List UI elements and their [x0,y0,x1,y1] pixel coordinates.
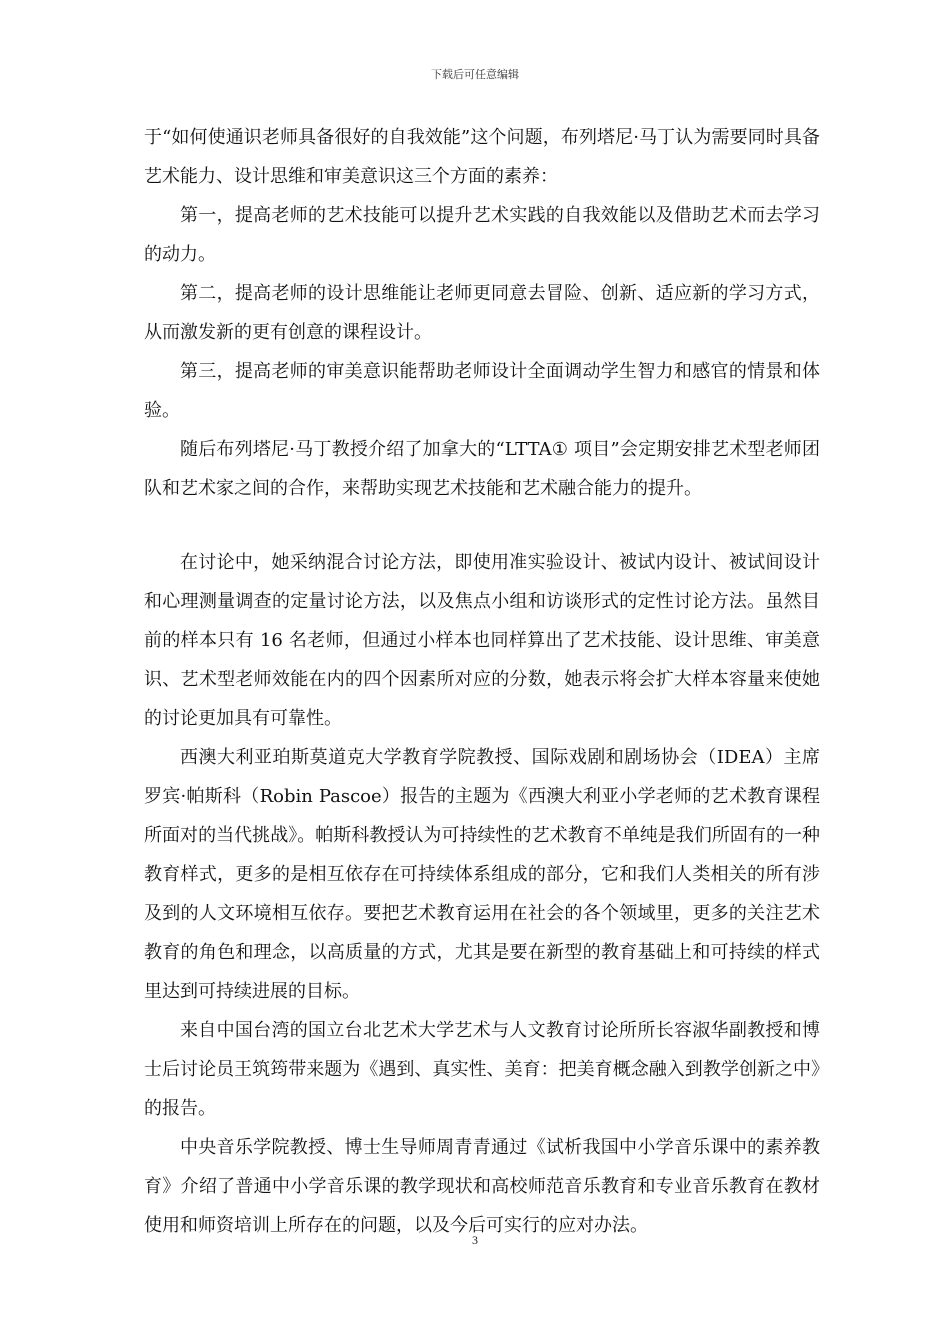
paragraph-2: 第一，提高老师的艺术技能可以提升艺术实践的自我效能以及借助艺术而去学习的动力。 [144,205,820,265]
paragraph-5: 随后布列塔尼·马丁教授介绍了加拿大的“LTTA① 项目”会定期安排艺术型老师团队和艺术家之间的合作，来帮助实现艺术技能和艺术融合能力的提升。 [144,439,820,499]
body-text [144,118,820,1245]
page-header: 下载后可任意编辑 [431,68,519,81]
paragraph-1: 于“如何使通识老师具备很好的自我效能”这个问题，布列塔尼·马丁认为需要同时具备艺术能力、设计思维和审美意识这三个方面的素养： [144,127,820,187]
paragraph-4: 第三，提高老师的审美意识能帮助老师设计全面调动学生智力和感官的情景和体验。 [144,361,820,421]
paragraph-9: 中央音乐学院教授、博士生导师周青青通过《试析我国中小学音乐课中的素养教育》介绍了普通中小学音乐课的教学现状和高校师范音乐教育和专业音乐教育在教材使用和师资培训上所存在的问题，以及今后可实行的应对办法。 [144,1137,820,1236]
paragraph-7: 西澳大利亚珀斯莫道克大学教育学院教授、国际戏剧和剧场协会（IDEA）主席罗宾·帕斯科（Robin Pascoe）报告的主题为《西澳大利亚小学老师的艺术教育课程所面对的当代挑战》。帕斯科教授认为可持续性的艺术教育不单纯是我们所固有的一种教育样式，更多的是相互依存在可持续体系组成的部分，它和我们人类相关的所有涉及到的人文环境相互依存。要把艺术教育运用在社会的各个领域里，更多的关注艺术教育的角色和理念，以高质量的方式，尤其是要在新型的教育基础上和可持续的样式里达到可持续进展的目标。 [144,747,820,1002]
paragraph-3: 第二，提高老师的设计思维能让老师更同意去冒险、创新、适应新的学习方式，从而激发新的更有创意的课程设计。 [144,283,820,343]
page-number: 3 [472,1233,478,1247]
section-gap [144,508,820,543]
paragraph-8: 来自中国台湾的国立台北艺术大学艺术与人文教育讨论所所长容淑华副教授和博士后讨论员王筑筠带来题为《遇到、真实性、美育：把美育概念融入到教学创新之中》的报告。 [144,1020,820,1119]
paragraph-6: 在讨论中，她采纳混合讨论方法，即使用准实验设计、被试内设计、被试间设计和心理测量调查的定量讨论方法，以及焦点小组和访谈形式的定性讨论方法。虽然目前的样本只有 16 名老师，但通过小样本也同样算出了艺术技能、设计思维、审美意识、艺术型老师效能在内的四个因素所对应的分数，她表示将会扩大样本容量来使她的讨论更加具有可靠性。 [144,552,820,729]
